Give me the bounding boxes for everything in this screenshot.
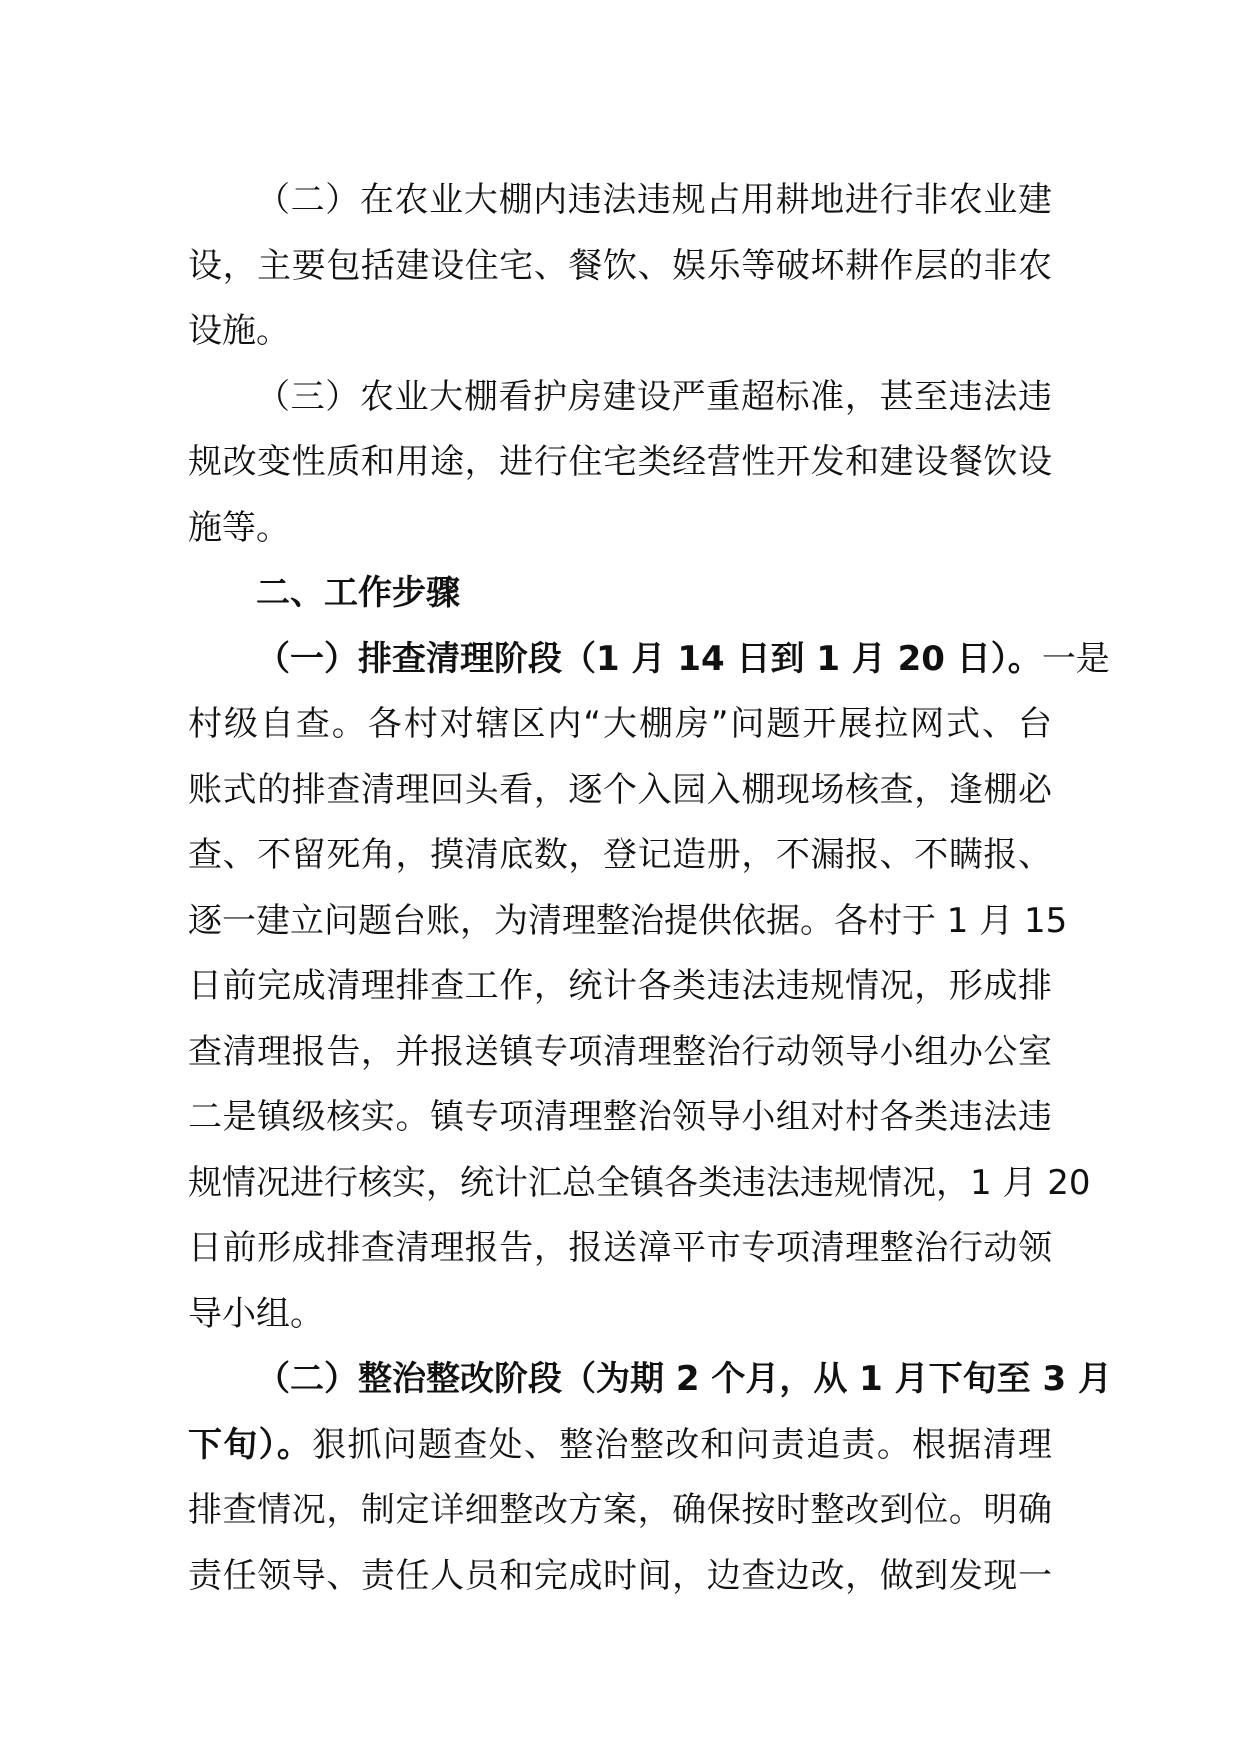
document-body xyxy=(188,168,1112,1609)
text-segment: （二）在农业大棚内违法违规占用耕地进行非农业建 xyxy=(256,180,1052,220)
heading-text: （二）整治整改阶段（为期 2 个月，从 1 月下旬至 3 月 xyxy=(256,1359,1112,1399)
document-line xyxy=(188,1216,1052,1282)
document-line xyxy=(188,1085,1052,1151)
text-segment: 查、不留死角，摸清底数，登记造册，不漏报、不瞒报、 xyxy=(188,835,1052,875)
text-segment: （三）农业大棚看护房建设严重超标准，甚至违法违 xyxy=(256,376,1052,417)
document-line xyxy=(188,234,1052,300)
document-line xyxy=(188,496,1052,562)
document-line xyxy=(188,823,1052,889)
text-segment: 规改变性质和用途，进行住宅类经营性开发和建设餐饮设 xyxy=(188,442,1052,482)
document-line xyxy=(188,692,1052,758)
text-segment: 查清理报告，并报送镇专项清理整治行动领导小组办公室 xyxy=(188,1031,1052,1072)
heading-text: 二、工作步骤 xyxy=(256,573,460,613)
text-segment: 导小组。 xyxy=(188,1293,324,1334)
text-segment: 设施。 xyxy=(188,311,290,351)
document-line xyxy=(188,1347,1112,1413)
text-segment: 一是 xyxy=(1041,638,1110,679)
text-segment: 狠抓问题查处、整治整改和问责追责。根据清理 xyxy=(312,1424,1053,1465)
text-segment: 二是镇级核实。镇专项清理整治领导小组对村各类违法违 xyxy=(188,1097,1052,1137)
document-line xyxy=(188,889,1068,955)
document-line xyxy=(188,1478,1052,1544)
bold-text-segment: 下旬）。 xyxy=(188,1424,313,1465)
document-line xyxy=(188,1151,1091,1217)
text-segment: 日前完成清理排查工作，统计各类违法违规情况，形成排 xyxy=(188,966,1052,1006)
document-line xyxy=(188,1544,1052,1610)
document-line xyxy=(188,299,1052,365)
text-segment: 日前形成排查清理报告，报送漳平市专项清理整治行动领 xyxy=(188,1228,1052,1268)
text-segment: 规情况进行核实，统计汇总全镇各类违法违规情况，1 月 20 xyxy=(188,1162,1091,1203)
document-line xyxy=(188,430,1052,496)
document-line xyxy=(188,758,1052,824)
document-line xyxy=(188,1020,1052,1086)
text-segment: 责任领导、责任人员和完成时间，边查边改，做到发现一 xyxy=(188,1555,1052,1596)
document-line xyxy=(188,1282,1052,1348)
document-line xyxy=(188,168,1052,234)
document-line xyxy=(188,954,1052,1020)
text-segment: 账式的排查清理回头看，逐个入园入棚现场核查，逢棚必 xyxy=(188,769,1052,810)
text-segment: 逐一建立问题台账，为清理整治提供依据。各村于 1 月 15 xyxy=(188,900,1068,941)
text-segment: 施等。 xyxy=(188,507,290,548)
bold-text-segment: （一）排查清理阶段（1 月 14 日到 1 月 20 日）。 xyxy=(256,638,1042,679)
text-segment: 设，主要包括建设住宅、餐饮、娱乐等破坏耕作层的非农 xyxy=(188,245,1052,286)
document-line xyxy=(188,365,1052,431)
text-segment: 村级自查。各村对辖区内“大棚房”问题开展拉网式、台 xyxy=(188,704,1052,744)
document-line xyxy=(188,561,1052,627)
document-line xyxy=(188,627,1110,693)
text-segment: 排查情况，制定详细整改方案，确保按时整改到位。明确 xyxy=(188,1490,1052,1530)
document-line xyxy=(188,1413,1052,1479)
